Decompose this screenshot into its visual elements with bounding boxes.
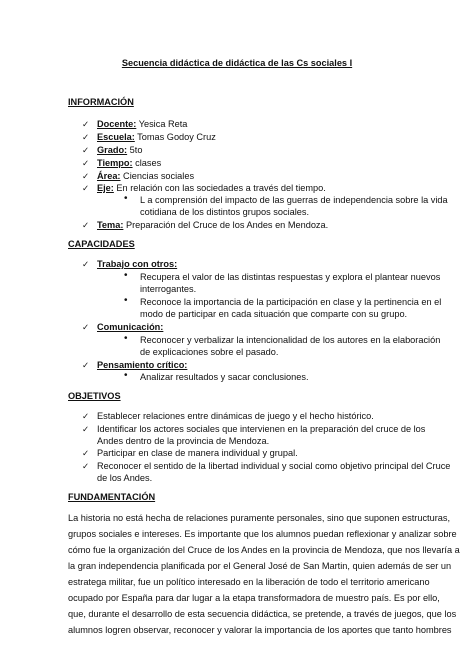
pensamiento-label (97, 359, 187, 371)
fundamentacion-line-8: alumnos logren observar, reconocer y valorar la importancia de los aportes que tanto hombres (68, 625, 452, 635)
bullet-dot-icon: • (124, 295, 128, 306)
tiempo-line (97, 157, 161, 169)
fundamentacion-line-5: estratega militar, fue un político interesado en la liberación de todo el territorio americano (68, 577, 430, 587)
docente-line (97, 118, 187, 130)
trabajo-label-text: Trabajo con otros: (97, 259, 178, 269)
checkmark-icon: ✓ (82, 183, 90, 193)
checkmark-icon: ✓ (82, 424, 90, 434)
docente-value: Yesica Reta (136, 119, 188, 129)
area-value: Ciencias sociales (120, 171, 195, 181)
document-title: Secuencia didáctica de didáctica de las Cs sociales I (121, 58, 353, 68)
grado-label: Grado: (97, 145, 128, 155)
eje-line (97, 182, 326, 194)
checkmark-icon: ✓ (82, 220, 90, 230)
fundamentacion-line-1: La historia no está hecha de relaciones puramente personales, sino que suponen estructuras, (68, 513, 451, 523)
fundamentacion-line-7: que, durante el desarrollo de esta secuencia didáctica, se pretende, a través de juegos, que los (68, 609, 457, 619)
bullet-dot-icon: • (124, 270, 128, 281)
eje-bullet-line-1: L a comprensión del impacto de las guerras de independencia sobre la vida (140, 195, 448, 205)
tema-line (97, 219, 328, 231)
checkmark-icon: ✓ (82, 119, 90, 129)
fundamentacion-heading: FUNDAMENTACIÓN (68, 492, 156, 502)
objetivo-3-line-1: Participar en clase de manera individual y grupal. (97, 448, 298, 458)
checkmark-icon: ✓ (82, 171, 90, 181)
comunicacion-label (97, 321, 163, 333)
objetivo-2-line-1: Identificar los actores sociales que intervienen en la preparación del cruce de los (97, 424, 426, 434)
checkmark-icon: ✓ (82, 259, 90, 269)
escuela-label: Escuela: (97, 132, 135, 142)
eje-label: Eje: (97, 183, 114, 193)
trabajo-bullet-2-line-1: Reconoce la importancia de la participación en clase y la pertinencia en el (140, 297, 442, 307)
bullet-dot-icon: • (124, 333, 128, 344)
fundamentacion-line-6: ocupado por España para dar lugar a la etapa transformadora de muestro país. Es por ello, (68, 593, 440, 603)
pensamiento-label-text: Pensamiento crítico: (97, 360, 188, 370)
checkmark-icon: ✓ (82, 145, 90, 155)
checkmark-icon: ✓ (82, 322, 90, 332)
objetivo-2-line-2: Andes dentro de la provincia de Mendoza. (97, 436, 270, 446)
tema-value: Preparación del Cruce de los Andes en Mendoza. (123, 220, 329, 230)
checkmark-icon: ✓ (82, 158, 90, 168)
informacion-heading: INFORMACIÓN (68, 97, 134, 107)
tiempo-value: clases (132, 158, 162, 168)
area-line (97, 170, 194, 182)
objetivos-heading: OBJETIVOS (68, 391, 121, 401)
trabajo-bullet-1-line-2: interrogantes. (140, 284, 197, 294)
trabajo-bullet-1-line-1: Recupera el valor de las distintas respuestas y explora el plantear nuevos (140, 272, 441, 282)
objetivo-1-line-1: Establecer relaciones entre dinámicas de juego y el hecho histórico. (97, 411, 374, 421)
comunicacion-label-text: Comunicación: (97, 322, 164, 332)
eje-bullet-line-2: cotidiana de los distintos grupos sociales. (140, 207, 310, 217)
comunicacion-bullet-line-2: de explicaciones sobre el pasado. (140, 347, 279, 357)
objetivo-4-line-2: de los Andes. (97, 473, 153, 483)
tiempo-label: Tiempo: (97, 158, 133, 168)
bullet-dot-icon: • (124, 193, 128, 204)
checkmark-icon: ✓ (82, 360, 90, 370)
checkmark-icon: ✓ (82, 461, 90, 471)
fundamentacion-line-2: grupos sociales e intereses. Es importante que los alumnos puedan reflexionar y analizar sobre (68, 529, 457, 539)
tema-label: Tema: (97, 220, 124, 230)
area-label: Área: (97, 171, 121, 181)
checkmark-icon: ✓ (82, 448, 90, 458)
bullet-dot-icon: • (124, 370, 128, 381)
grado-value: 5to (127, 145, 143, 155)
objetivo-4-line-1: Reconocer el sentido de la libertad individual y social como objetivo principal del Cruce (97, 461, 451, 471)
checkmark-icon: ✓ (82, 411, 90, 421)
pensamiento-bullet-line-1: Analizar resultados y sacar conclusiones. (140, 372, 309, 382)
trabajo-bullet-2-line-2: modo de participar en cada situación que comparte con su grupo. (140, 309, 408, 319)
eje-value: En relación con las sociedades a través del tiempo. (113, 183, 326, 193)
trabajo-label (97, 258, 177, 270)
checkmark-icon: ✓ (82, 132, 90, 142)
escuela-line (97, 131, 216, 143)
docente-label: Docente: (97, 119, 137, 129)
capacidades-heading: CAPACIDADES (68, 239, 135, 249)
grado-line (97, 144, 142, 156)
fundamentacion-line-4: la gran independencia planificada por el General José de San Martin, quien además de ser un (68, 561, 452, 571)
comunicacion-bullet-line-1: Reconocer y verbalizar la intencionalidad de los autores en la elaboración (140, 335, 441, 345)
escuela-value: Tomas Godoy Cruz (134, 132, 216, 142)
fundamentacion-line-3: cómo fue la organización del Cruce de los Andes en la provincia de Mendoza, que nos llevaría a (68, 545, 460, 555)
